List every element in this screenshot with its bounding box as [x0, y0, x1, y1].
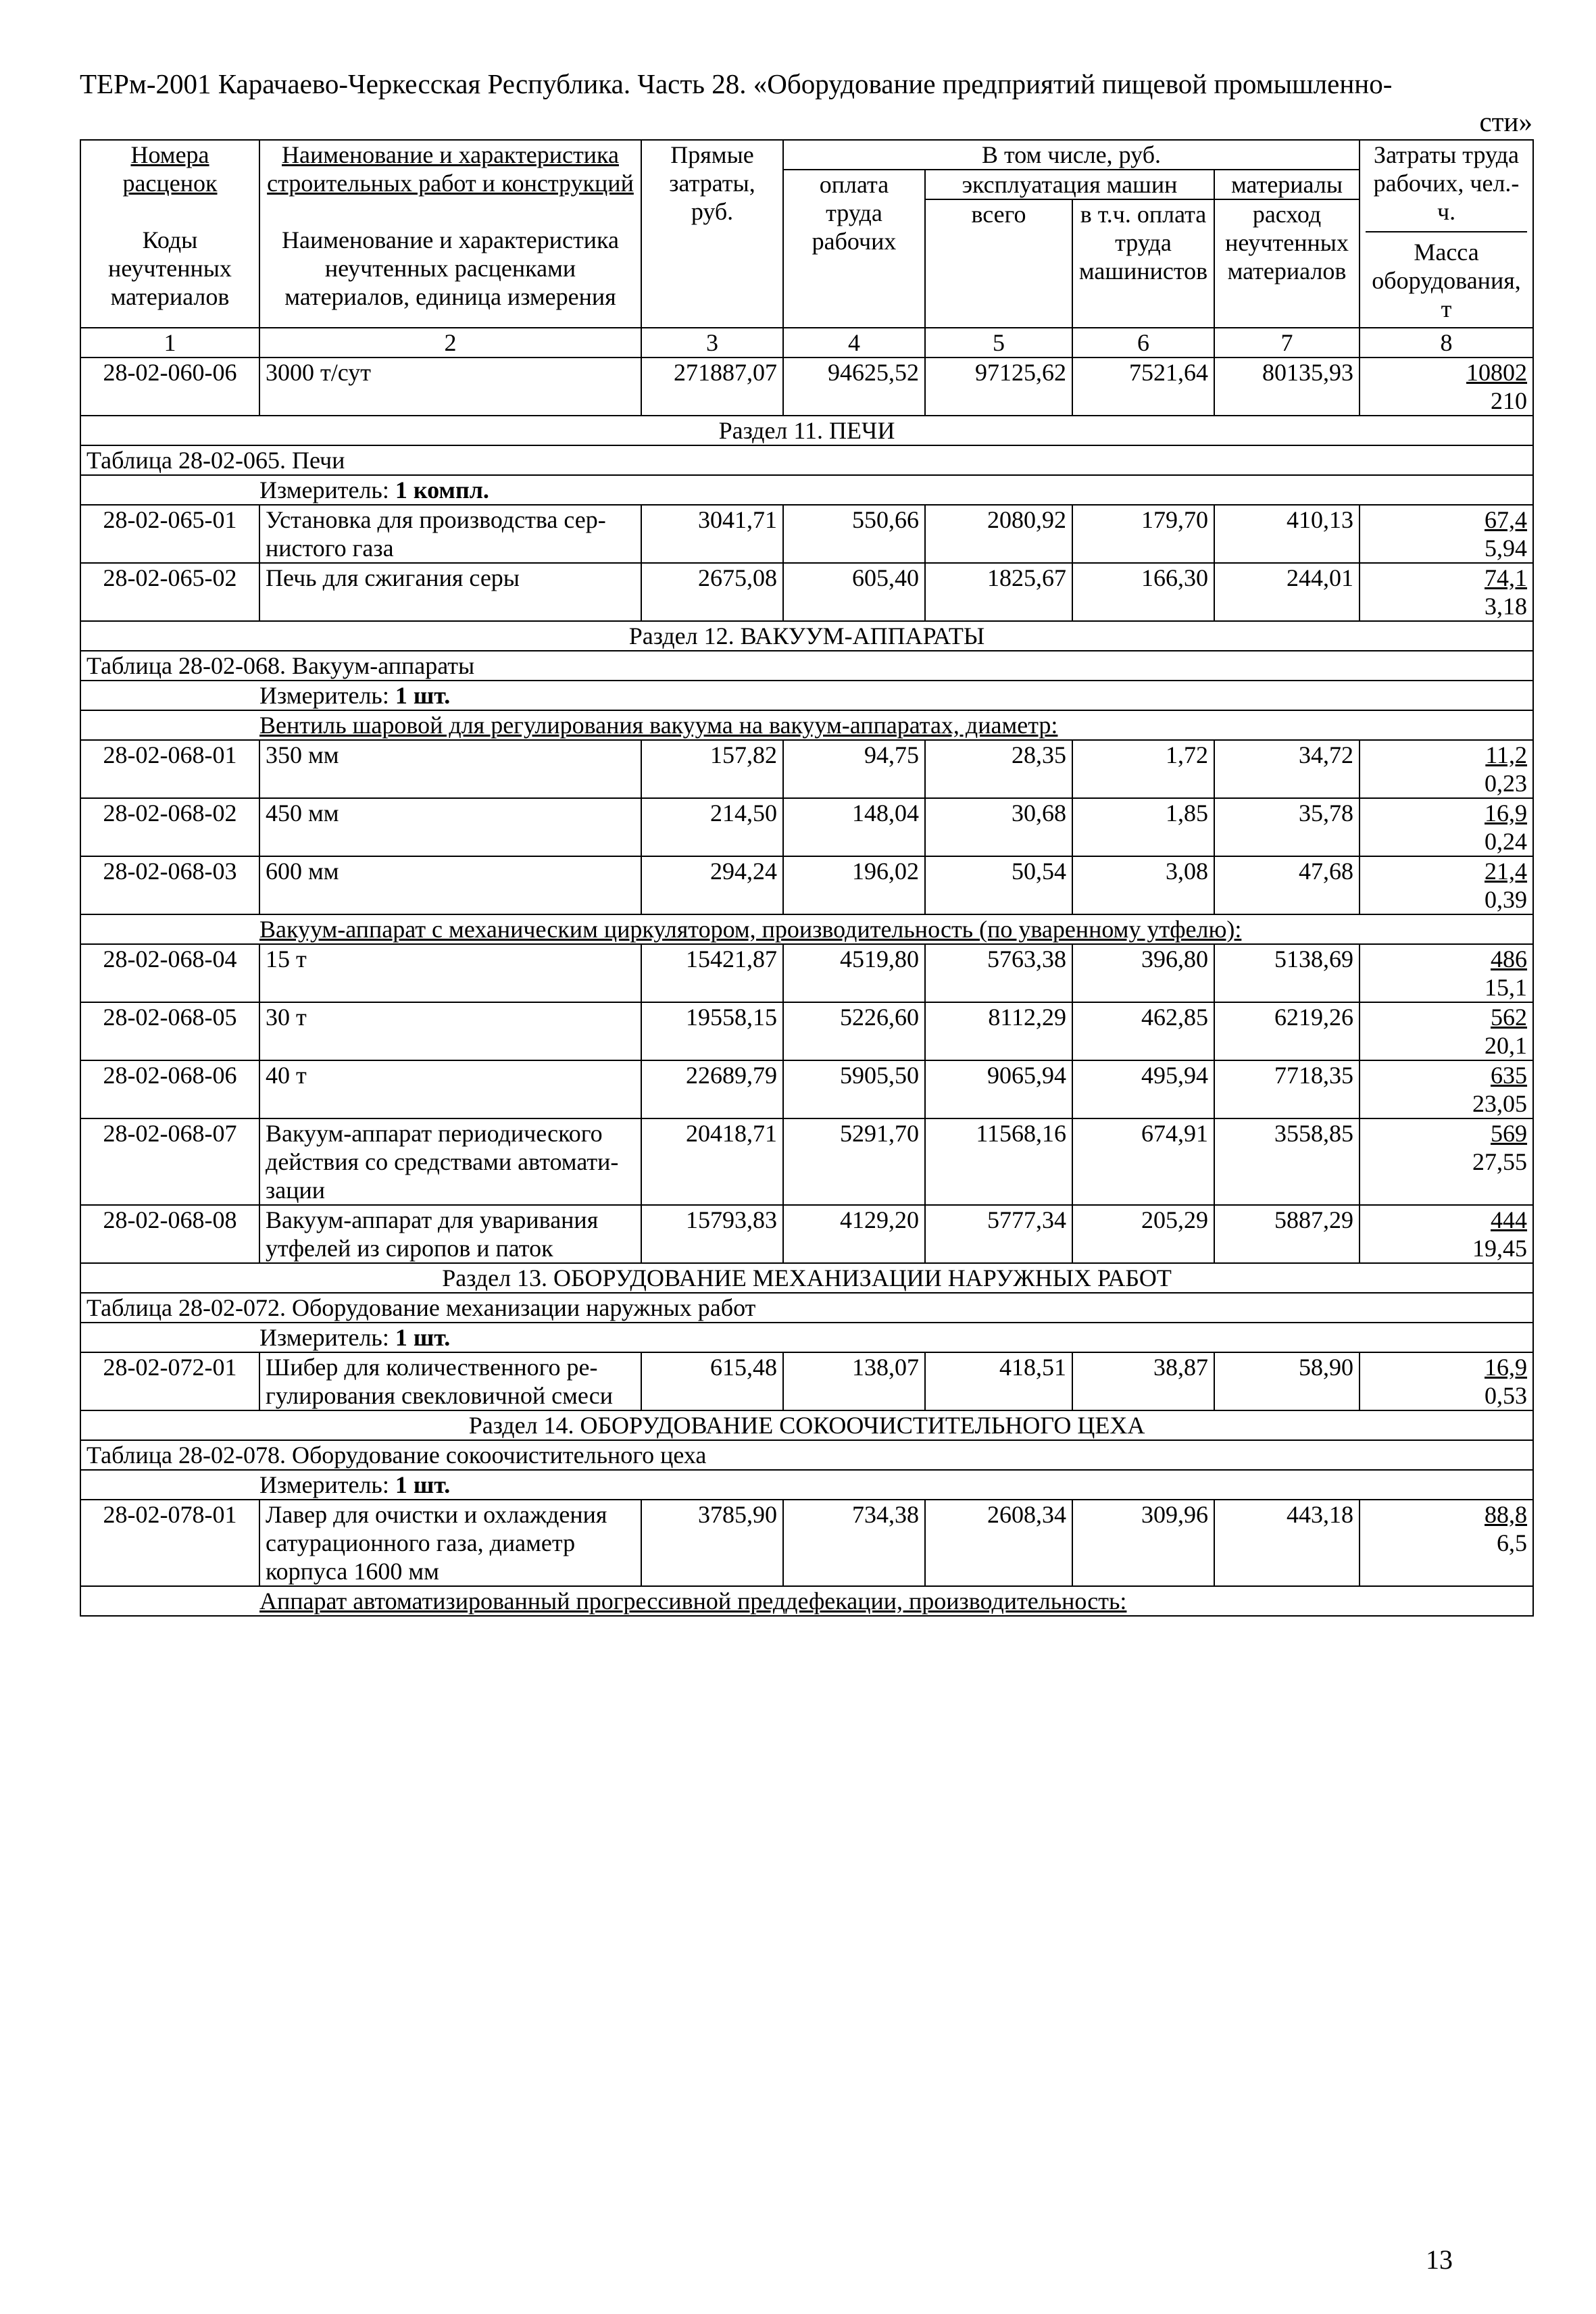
table-row: 28-02-068-04 15 т 15421,87 4519,80 5763,38 396,80 5138,69 486 15,1: [80, 944, 1533, 1002]
col-header-exp: эксплуатация машин: [925, 170, 1214, 199]
group-label: Вентиль шаровой для регулирования вакуума на вакуум-аппаратах, диаметр:: [80, 710, 1533, 740]
group-label: Аппарат автоматизированный прогрессивной преддефекации, производительность:: [80, 1586, 1533, 1616]
table-row: 28-02-068-05 30 т 19558,15 5226,60 8112,29 462,85 6219,26 562 20,1: [80, 1002, 1533, 1060]
unit-label: Измеритель: 1 компл.: [80, 475, 1533, 505]
group-label: Вакуум-аппарат с механическим циркулятором, производительность (по уваренному утфелю):: [80, 914, 1533, 944]
unit-label: Измеритель: 1 шт.: [80, 1323, 1533, 1352]
table-row: 28-02-060-06 3000 т/сут 271887,07 94625,52 97125,62 7521,64 80135,93 10802 210: [80, 358, 1533, 416]
table-row: 28-02-065-01 Установка для производства сер-нистого газа 3041,71 550,66 2080,92 179,70 410,13 67,4 5,94: [80, 505, 1533, 563]
table-row: 28-02-068-06 40 т 22689,79 5905,50 9065,94 495,94 7718,35 635 23,05: [80, 1060, 1533, 1118]
table-row: 28-02-068-02 450 мм 214,50 148,04 30,68 1,85 35,78 16,9 0,24: [80, 798, 1533, 856]
col-header-7: расход неучтенных материалов: [1214, 199, 1360, 328]
table-row: 28-02-068-03 600 мм 294,24 196,02 50,54 3,08 47,68 21,4 0,39: [80, 856, 1533, 914]
col-header-6: в т.ч. оплата труда машинистов: [1072, 199, 1214, 328]
column-numbers: 1 2 3 4 5 6 7 8: [80, 328, 1533, 358]
section-title: Раздел 14. ОБОРУДОВАНИЕ СОКООЧИСТИТЕЛЬНОГО ЦЕХА: [80, 1410, 1533, 1440]
col-header-8: Затраты труда рабочих, чел.-ч. Масса оборудования, т: [1360, 140, 1533, 328]
rates-table: [80, 139, 1534, 1617]
document-header: [80, 65, 1532, 141]
table-row: 28-02-068-08 Вакуум-аппарат для уваривания утфелей из сиропов и паток 15793,83 4129,20 5777,34 205,29 5887,29 444 19,45: [80, 1205, 1533, 1263]
col-header-mat: материалы: [1214, 170, 1360, 199]
table-title: Таблица 28-02-068. Вакуум-аппараты: [80, 651, 1533, 681]
col-header-4: оплата труда рабочих: [783, 170, 925, 328]
table-title: Таблица 28-02-065. Печи: [80, 445, 1533, 475]
table-row: 28-02-078-01 Лавер для очистки и охлаждения сатурационного газа, диаметр корпуса 1600 мм 3785,90 734,38 2608,34 309,96 443,18 88,8 6,5: [80, 1500, 1533, 1586]
col-header-3: Прямые затраты, руб.: [641, 140, 783, 328]
table-row: 28-02-068-01 350 мм 157,82 94,75 28,35 1,72 34,72 11,2 0,23: [80, 740, 1533, 798]
col-header-incl: В том числе, руб.: [783, 140, 1360, 170]
section-title: Раздел 13. ОБОРУДОВАНИЕ МЕХАНИЗАЦИИ НАРУЖНЫХ РАБОТ: [80, 1263, 1533, 1293]
page-number: 13: [1426, 2244, 1453, 2275]
table-title: Таблица 28-02-078. Оборудование сокоочистительного цеха: [80, 1440, 1533, 1470]
col-header-1: Номера расценок Коды неучтенных материалов: [80, 140, 259, 328]
header-line-1: ТЕРм-2001 Карачаево-Черкесская Республика. Часть 28. «Оборудование предприятий пищевой промышленно-: [80, 68, 1393, 99]
col-header-2: Наименование и характеристика строительных работ и конструкций Наименование и характеристика неучтенных расценками материалов, единица измерения: [259, 140, 641, 328]
col-header-5: всего: [925, 199, 1072, 328]
header-line-2: сти»: [1479, 106, 1532, 137]
section-title: Раздел 12. ВАКУУМ-АППАРАТЫ: [80, 621, 1533, 651]
table-row: 28-02-065-02 Печь для сжигания серы 2675,08 605,40 1825,67 166,30 244,01 74,1 3,18: [80, 563, 1533, 621]
table-row: 28-02-068-07 Вакуум-аппарат периодического действия со средствами автомати-зации 20418,71 5291,70 11568,16 674,91 3558,85 569 27,55: [80, 1118, 1533, 1205]
section-title: Раздел 11. ПЕЧИ: [80, 416, 1533, 445]
table-title: Таблица 28-02-072. Оборудование механизации наружных работ: [80, 1293, 1533, 1323]
unit-label: Измеритель: 1 шт.: [80, 1470, 1533, 1500]
unit-label: Измеритель: 1 шт.: [80, 681, 1533, 710]
table-row: 28-02-072-01 Шибер для количественного ре-гулирования свекловичной смеси 615,48 138,07 418,51 38,87 58,90 16,9 0,53: [80, 1352, 1533, 1410]
